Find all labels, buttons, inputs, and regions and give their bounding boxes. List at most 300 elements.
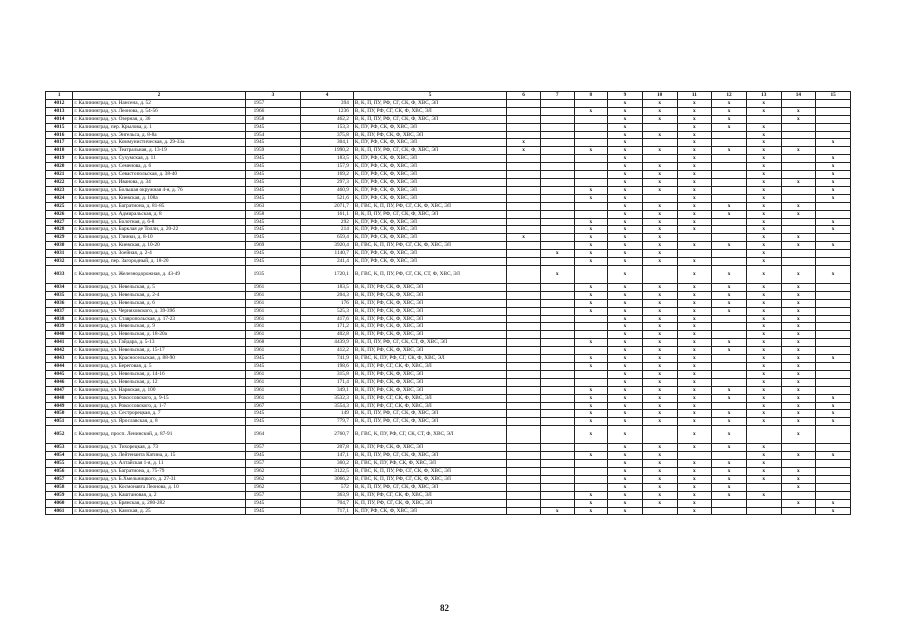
year-cell: 1966 <box>245 107 301 115</box>
mark-cell: x <box>677 315 712 323</box>
works-cell: В, ГВС, К, П, ПУ, РФ, СГ, СК, СТ, Ф, ХВС, ЭЛ <box>353 265 506 283</box>
mark-cell: x <box>574 394 608 402</box>
mark-cell: x <box>608 131 643 139</box>
address-cell: г. Калининград, ул. Невельская, д. 12 <box>73 378 245 386</box>
row-number-cell: 4014 <box>46 115 73 123</box>
mark-cell <box>781 155 816 163</box>
mark-cell <box>507 107 541 115</box>
mark-cell: x <box>712 307 747 315</box>
table-row <box>46 265 851 283</box>
mark-cell: x <box>712 347 747 355</box>
mark-cell: x <box>781 331 816 339</box>
mark-cell: x <box>608 283 643 291</box>
mark-cell <box>540 178 574 186</box>
mark-cell: x <box>781 339 816 347</box>
mark-cell: x <box>642 402 677 410</box>
mark-cell: x <box>608 323 643 331</box>
mark-cell <box>677 250 712 258</box>
mark-cell <box>781 171 816 179</box>
mark-cell <box>781 460 816 468</box>
mark-cell <box>746 483 781 491</box>
mark-cell <box>816 291 851 299</box>
table-row <box>46 475 851 483</box>
mark-cell <box>540 131 574 139</box>
mark-cell: x <box>677 339 712 347</box>
mark-cell <box>712 163 747 171</box>
table-row <box>46 418 851 426</box>
mark-cell <box>507 491 541 499</box>
mark-cell: x <box>712 242 747 250</box>
row-number-cell: 4059 <box>46 491 73 499</box>
area-cell: 3066,2 <box>301 475 354 483</box>
mark-cell <box>540 418 574 426</box>
address-cell: г. Калининград, ул. Озерная, д. 36 <box>73 115 245 123</box>
mark-cell: x <box>608 507 643 515</box>
area-cell: 292 <box>301 218 354 226</box>
area-cell: 171,2 <box>301 323 354 331</box>
mark-cell <box>781 218 816 226</box>
row-number-cell: 4048 <box>46 394 73 402</box>
table-row <box>46 323 851 331</box>
mark-cell: x <box>642 210 677 218</box>
mark-cell <box>574 483 608 491</box>
mark-cell: x <box>816 226 851 234</box>
year-cell: 1962 <box>245 483 301 491</box>
mark-cell <box>507 163 541 171</box>
year-cell: 1961 <box>245 323 301 331</box>
mark-cell: x <box>642 363 677 371</box>
row-number-cell: 4046 <box>46 378 73 386</box>
mark-cell: x <box>642 483 677 491</box>
mark-cell: x <box>574 250 608 258</box>
mark-cell <box>507 460 541 468</box>
mark-cell: x <box>746 186 781 194</box>
mark-cell <box>507 475 541 483</box>
mark-cell <box>540 426 574 444</box>
mark-cell: x <box>608 460 643 468</box>
table-body <box>46 92 851 515</box>
area-cell: 525,3 <box>301 307 354 315</box>
mark-cell: x <box>746 299 781 307</box>
year-cell: 1945 <box>245 139 301 147</box>
mark-cell: x <box>677 394 712 402</box>
works-cell: В, ГВС, К, П, ПУ, РФ, СГ, СК, Ф, ХВС, ЭЛ <box>353 202 506 210</box>
mark-cell <box>746 115 781 123</box>
address-cell: г. Калининград, ул. Каштановая, д. 2 <box>73 491 245 499</box>
mark-cell <box>507 218 541 226</box>
mark-cell: x <box>712 123 747 131</box>
row-number-cell: 4051 <box>46 418 73 426</box>
mark-cell <box>712 402 747 410</box>
year-cell: 1945 <box>245 186 301 194</box>
mark-cell <box>574 171 608 179</box>
mark-cell: x <box>642 186 677 194</box>
mark-cell: x <box>677 378 712 386</box>
mark-cell <box>816 115 851 123</box>
mark-cell <box>781 131 816 139</box>
mark-cell: x <box>608 299 643 307</box>
row-number-cell: 4052 <box>46 426 73 444</box>
mark-cell: x <box>677 370 712 378</box>
mark-cell: x <box>816 452 851 460</box>
mark-cell <box>712 507 747 515</box>
mark-cell <box>781 163 816 171</box>
address-cell: г. Калининград, ул. Красносельская, д. 88-90 <box>73 355 245 363</box>
works-cell: В, К, ПУ, РФ, СК, Ф, ХВС, ЭЛ <box>353 386 506 394</box>
mark-cell: x <box>642 99 677 107</box>
mark-cell: x <box>781 315 816 323</box>
mark-cell <box>574 178 608 186</box>
column-header: 15 <box>816 92 851 100</box>
area-cell: 169,2 <box>301 171 354 179</box>
works-cell: В, К, ПУ, РФ, СК, Ф, ХВС, ЭЛ <box>353 315 506 323</box>
table-row <box>46 394 851 402</box>
mark-cell <box>816 99 851 107</box>
row-number-cell: 4060 <box>46 499 73 507</box>
area-cell: 204,3 <box>301 291 354 299</box>
mark-cell <box>540 315 574 323</box>
mark-cell: x <box>642 331 677 339</box>
mark-cell: x <box>746 452 781 460</box>
works-cell: В, К, ПУ, РФ, СГ, СК, Ф, ХВС, ЭЛ <box>353 402 506 410</box>
mark-cell: x <box>642 299 677 307</box>
mark-cell: x <box>746 394 781 402</box>
mark-cell <box>816 339 851 347</box>
mark-cell: x <box>712 467 747 475</box>
mark-cell <box>507 323 541 331</box>
address-cell: г. Калининград, ул. Севастопольская, д. 38-40 <box>73 171 245 179</box>
mark-cell: x <box>677 467 712 475</box>
mark-cell: x <box>677 202 712 210</box>
year-cell: 1968 <box>245 339 301 347</box>
mark-cell <box>540 444 574 452</box>
mark-cell: x <box>677 483 712 491</box>
address-cell: г. Калининград, ул. Невельская, д. 18-20а <box>73 331 245 339</box>
mark-cell: x <box>746 210 781 218</box>
mark-cell <box>781 139 816 147</box>
mark-cell: x <box>746 265 781 283</box>
mark-cell: x <box>746 444 781 452</box>
area-cell: 460,9 <box>301 186 354 194</box>
mark-cell: x <box>677 242 712 250</box>
row-number-cell: 4016 <box>46 131 73 139</box>
row-number-cell: 4054 <box>46 452 73 460</box>
works-cell: К, ПУ, РФ, СК, Ф, ХВС, ЭЛ <box>353 250 506 258</box>
table-row <box>46 123 851 131</box>
mark-cell: x <box>642 315 677 323</box>
mark-cell <box>781 194 816 202</box>
mark-cell: x <box>746 155 781 163</box>
mark-cell: x <box>746 307 781 315</box>
address-cell: г. Калининград, ул. Невельская, д. 14-16 <box>73 370 245 378</box>
year-cell: 1945 <box>245 123 301 131</box>
mark-cell <box>816 444 851 452</box>
column-header: 9 <box>608 92 643 100</box>
mark-cell <box>540 491 574 499</box>
mark-cell: x <box>746 218 781 226</box>
mark-cell <box>712 131 747 139</box>
mark-cell: x <box>642 115 677 123</box>
mark-cell: x <box>608 307 643 315</box>
mark-cell <box>816 483 851 491</box>
mark-cell <box>507 258 541 266</box>
mark-cell: x <box>574 363 608 371</box>
row-number-cell: 4032 <box>46 258 73 266</box>
mark-cell: x <box>746 386 781 394</box>
mark-cell: x <box>781 475 816 483</box>
area-cell: 161,1 <box>301 210 354 218</box>
year-cell: 1958 <box>245 115 301 123</box>
works-cell: В, ГВС, К, ПУ, РФ, СГ, СК, Ф, ХВС, ЭЛ <box>353 355 506 363</box>
mark-cell <box>816 347 851 355</box>
mark-cell <box>507 186 541 194</box>
mark-cell: x <box>642 499 677 507</box>
area-cell: 402,8 <box>301 331 354 339</box>
mark-cell <box>642 194 677 202</box>
mark-cell: x <box>746 475 781 483</box>
area-cell: 207,8 <box>301 444 354 452</box>
mark-cell: x <box>816 499 851 507</box>
area-cell: 659,4 <box>301 234 354 242</box>
mark-cell: x <box>642 339 677 347</box>
mark-cell: x <box>574 226 608 234</box>
mark-cell: x <box>642 444 677 452</box>
mark-cell <box>574 444 608 452</box>
works-cell: В, К, П, ПУ, РФ, СГ, СК, Ф, ХВС, ЭЛ <box>353 410 506 418</box>
mark-cell <box>712 499 747 507</box>
table-row <box>46 171 851 179</box>
mark-cell <box>507 307 541 315</box>
address-cell: г. Калининград, ул. Невельская, д. 15-17 <box>73 347 245 355</box>
mark-cell: x <box>781 386 816 394</box>
mark-cell: x <box>781 378 816 386</box>
row-number-cell: 4044 <box>46 363 73 371</box>
year-cell: 1957 <box>245 460 301 468</box>
mark-cell: x <box>816 155 851 163</box>
area-cell: 183,5 <box>301 155 354 163</box>
table-row <box>46 491 851 499</box>
mark-cell <box>540 370 574 378</box>
mark-cell <box>540 283 574 291</box>
mark-cell <box>540 99 574 107</box>
mark-cell: x <box>816 410 851 418</box>
mark-cell: x <box>608 291 643 299</box>
mark-cell: x <box>677 171 712 179</box>
mark-cell <box>507 452 541 460</box>
mark-cell <box>712 452 747 460</box>
mark-cell: x <box>712 291 747 299</box>
mark-cell <box>507 123 541 131</box>
mark-cell: x <box>642 218 677 226</box>
mark-cell: x <box>677 178 712 186</box>
mark-cell <box>507 507 541 515</box>
mark-cell: x <box>608 339 643 347</box>
mark-cell: x <box>574 107 608 115</box>
mark-cell: x <box>816 163 851 171</box>
address-cell: г. Калининград, ул. Адмиральская, д. 8 <box>73 210 245 218</box>
mark-cell <box>540 378 574 386</box>
table-row <box>46 210 851 218</box>
mark-cell: x <box>608 163 643 171</box>
mark-cell: x <box>746 202 781 210</box>
mark-cell: x <box>746 171 781 179</box>
column-header: 13 <box>746 92 781 100</box>
mark-cell: x <box>816 218 851 226</box>
table-row <box>46 163 851 171</box>
mark-cell: x <box>608 147 643 155</box>
row-number-cell: 4025 <box>46 202 73 210</box>
mark-cell: x <box>746 194 781 202</box>
mark-cell: x <box>712 115 747 123</box>
mark-cell: x <box>574 507 608 515</box>
year-cell: 1945 <box>245 363 301 371</box>
address-cell: г. Калининград, просп. Ленинский, д. 87-91 <box>73 426 245 444</box>
works-cell: В, К, ПУ, РФ, СК, Ф, ХВС, ЭЛ <box>353 347 506 355</box>
table-row <box>46 202 851 210</box>
mark-cell: x <box>677 323 712 331</box>
mark-cell: x <box>677 194 712 202</box>
mark-cell: x <box>677 355 712 363</box>
works-cell: В, К, П, ПУ, РФ, СГ, СК, Ф, ХВС, ЭЛ <box>353 99 506 107</box>
mark-cell: x <box>608 378 643 386</box>
mark-cell <box>816 475 851 483</box>
mark-cell: x <box>712 460 747 468</box>
mark-cell <box>574 265 608 283</box>
year-cell: 1957 <box>245 491 301 499</box>
mark-cell <box>507 242 541 250</box>
area-cell: 157,9 <box>301 163 354 171</box>
mark-cell <box>642 123 677 131</box>
mark-cell: x <box>781 499 816 507</box>
mark-cell: x <box>781 242 816 250</box>
mark-cell <box>540 402 574 410</box>
address-cell: г. Калининград, ул. Барклая де Толли, д. 20-22 <box>73 226 245 234</box>
row-number-cell: 4061 <box>46 507 73 515</box>
mark-cell <box>816 315 851 323</box>
mark-cell: x <box>816 402 851 410</box>
mark-cell <box>574 202 608 210</box>
mark-cell: x <box>677 139 712 147</box>
works-cell: В, К, ПУ, РФ, СК, Ф, ХВС, ЭЛ <box>353 370 506 378</box>
mark-cell: x <box>642 258 677 266</box>
mark-cell: x <box>746 315 781 323</box>
row-number-cell: 4043 <box>46 355 73 363</box>
column-header: 7 <box>540 92 574 100</box>
mark-cell: x <box>642 460 677 468</box>
table-row <box>46 402 851 410</box>
mark-cell <box>642 139 677 147</box>
mark-cell <box>816 123 851 131</box>
address-cell: г. Калининград, ул. Железнодорожная, д. 43-49 <box>73 265 245 283</box>
area-cell: 3122,5 <box>301 467 354 475</box>
mark-cell: x <box>608 139 643 147</box>
row-number-cell: 4026 <box>46 210 73 218</box>
area-cell: 3554,3 <box>301 402 354 410</box>
mark-cell <box>507 202 541 210</box>
mark-cell: x <box>712 99 747 107</box>
works-cell: К, ПУ, РФ, СК, Ф, ХВС, ЭЛ <box>353 139 506 147</box>
mark-cell: x <box>746 131 781 139</box>
row-number-cell: 4029 <box>46 234 73 242</box>
mark-cell: x <box>677 186 712 194</box>
mark-cell: x <box>608 186 643 194</box>
mark-cell: x <box>574 194 608 202</box>
address-cell: г. Калининград, ул. Семенова, д. 6 <box>73 163 245 171</box>
area-cell: 149 <box>301 410 354 418</box>
mark-cell <box>507 386 541 394</box>
table-row <box>46 507 851 515</box>
mark-cell: x <box>608 491 643 499</box>
mark-cell <box>540 123 574 131</box>
mark-cell: x <box>816 194 851 202</box>
table-row <box>46 226 851 234</box>
mark-cell: x <box>712 265 747 283</box>
row-number-cell: 4036 <box>46 299 73 307</box>
mark-cell: x <box>781 347 816 355</box>
mark-cell: x <box>712 426 747 444</box>
mark-cell <box>712 378 747 386</box>
mark-cell: x <box>712 299 747 307</box>
works-cell: В, К, ПУ, РФ, СК, Ф, ХВС, ЭЛ <box>353 378 506 386</box>
mark-cell <box>574 210 608 218</box>
mark-cell: x <box>781 426 816 444</box>
mark-cell <box>540 107 574 115</box>
row-number-cell: 4034 <box>46 283 73 291</box>
area-cell: 779,7 <box>301 418 354 426</box>
works-cell: В, К, ПУ, РФ, СК, Ф, ХВС, ЭЛ <box>353 323 506 331</box>
mark-cell: x <box>608 370 643 378</box>
mark-cell <box>507 250 541 258</box>
works-cell: К, ПУ, РФ, СК, Ф, ХВС, ЭЛ <box>353 155 506 163</box>
mark-cell: x <box>574 418 608 426</box>
mark-cell <box>507 194 541 202</box>
mark-cell <box>507 355 541 363</box>
works-cell: К, ПУ, РФ, СК, Ф, ХВС, ЭЛ <box>353 163 506 171</box>
address-cell: г. Калининград, ул. Нансена, д. 52 <box>73 99 245 107</box>
row-number-cell: 4031 <box>46 250 73 258</box>
mark-cell: x <box>816 178 851 186</box>
mark-cell <box>574 115 608 123</box>
mark-cell <box>781 250 816 258</box>
mark-cell <box>816 283 851 291</box>
column-header: 3 <box>245 92 301 100</box>
row-number-cell: 4058 <box>46 483 73 491</box>
row-number-cell: 4055 <box>46 460 73 468</box>
row-number-cell: 4050 <box>46 410 73 418</box>
mark-cell: x <box>642 291 677 299</box>
mark-cell: x <box>677 210 712 218</box>
address-cell: г. Калининград, ул. Береговая, д. 5 <box>73 363 245 371</box>
mark-cell <box>712 363 747 371</box>
mark-cell: x <box>608 115 643 123</box>
table-row <box>46 283 851 291</box>
works-cell: В, К, П, ПУ, РФ, СГ, СК, Ф, ХВС, ЭЛ <box>353 483 506 491</box>
mark-cell: x <box>677 163 712 171</box>
mark-cell: x <box>746 139 781 147</box>
mark-cell: x <box>574 258 608 266</box>
row-number-cell: 4040 <box>46 331 73 339</box>
area-cell: 198,6 <box>301 363 354 371</box>
area-cell: 375,8 <box>301 131 354 139</box>
mark-cell <box>540 115 574 123</box>
mark-cell <box>781 258 816 266</box>
row-number-cell: 4041 <box>46 339 73 347</box>
address-cell: г. Калининград, ул. Нарвская, д. 100 <box>73 386 245 394</box>
address-cell: г. Калининград, ул. Лейтенанта Катина, д. 15 <box>73 452 245 460</box>
mark-cell: x <box>746 363 781 371</box>
table-row <box>46 115 851 123</box>
mark-cell <box>816 147 851 155</box>
